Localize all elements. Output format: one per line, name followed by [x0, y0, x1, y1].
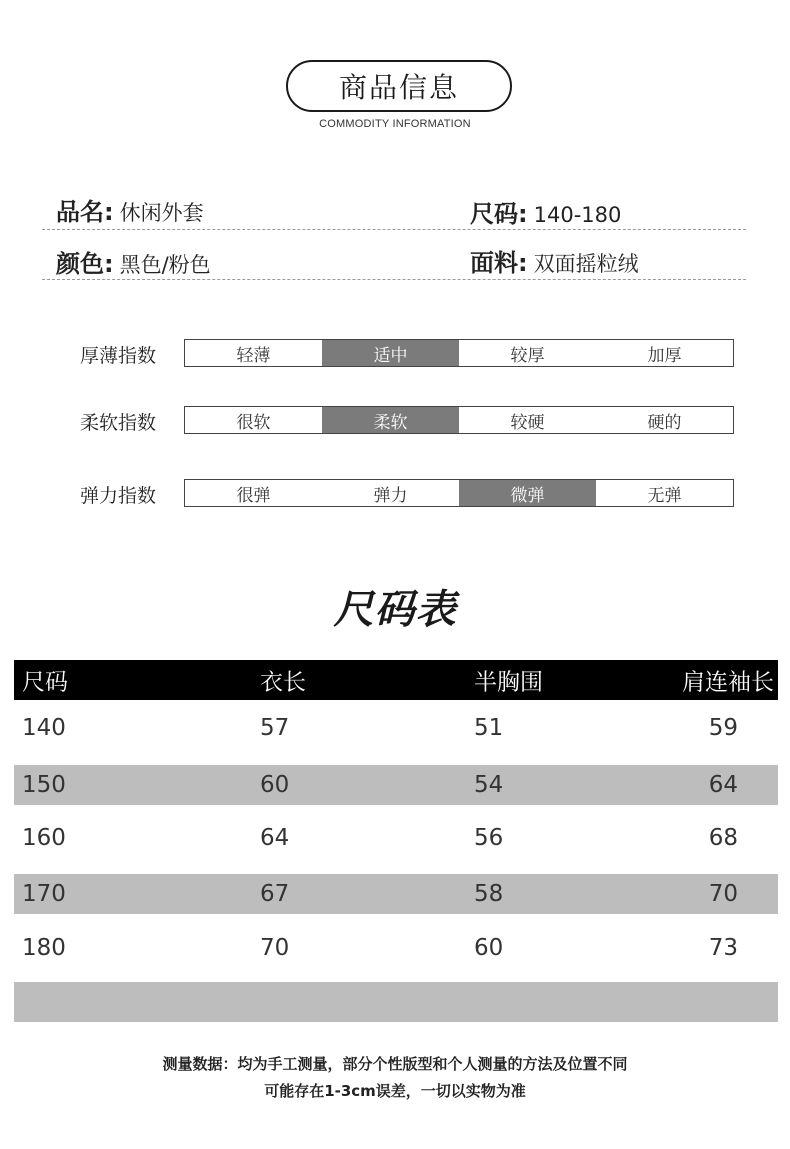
info-size — [470, 194, 621, 229]
index-option: 较硬 — [510, 412, 545, 433]
index-option-selected: 适中 — [322, 340, 459, 366]
cell-chest: 54 — [474, 772, 504, 798]
name-label: 品名: — [56, 198, 114, 226]
index-option-selected: 柔软 — [322, 407, 459, 433]
header-size: 尺码 — [22, 669, 68, 696]
index-option: 很弹 — [236, 485, 271, 506]
cell-chest: 60 — [474, 935, 504, 961]
elasticity-index-label: 弹力指数 — [80, 485, 157, 507]
cell-length: 57 — [260, 715, 290, 741]
fabric-label: 面料: — [470, 249, 528, 277]
table-row — [14, 765, 778, 805]
cell-size: 140 — [22, 715, 66, 741]
cell-length: 70 — [260, 935, 290, 961]
index-option: 弹力 — [373, 485, 408, 506]
cell-sleeve: 59 — [708, 715, 738, 741]
index-option-selected: 微弹 — [459, 480, 596, 506]
softness-index-bar — [184, 406, 734, 434]
cell-length: 67 — [260, 881, 290, 907]
cell-length: 64 — [260, 825, 290, 851]
index-option: 轻薄 — [236, 345, 271, 366]
cell-size: 170 — [22, 881, 66, 907]
softness-index-label: 柔软指数 — [80, 412, 157, 434]
size-value: 140-180 — [533, 203, 622, 227]
index-option: 很软 — [236, 412, 271, 433]
section-subtitle: COMMODITY INFORMATION — [319, 118, 471, 130]
cell-size: 180 — [22, 935, 66, 961]
cell-sleeve: 73 — [708, 935, 738, 961]
cell-sleeve: 64 — [708, 772, 738, 798]
divider — [42, 279, 746, 280]
cell-length: 60 — [260, 772, 290, 798]
index-option: 无弹 — [647, 485, 682, 506]
cell-chest: 58 — [474, 881, 504, 907]
cell-chest: 51 — [474, 715, 504, 741]
index-option: 硬的 — [647, 412, 682, 433]
table-row — [14, 928, 778, 968]
section-title-pill — [286, 60, 512, 112]
index-option: 加厚 — [647, 345, 682, 366]
cell-sleeve: 68 — [708, 825, 738, 851]
index-option: 较厚 — [510, 345, 545, 366]
name-value: 休闲外套 — [119, 201, 204, 225]
divider — [42, 229, 746, 230]
section-title: 商品信息 — [338, 71, 459, 104]
size-table-header — [14, 660, 778, 700]
table-row — [14, 874, 778, 914]
info-color — [56, 244, 211, 279]
measurement-note-line1: 测量数据：均为手工测量，部分个性版型和个人测量的方法及位置不同 — [162, 1055, 628, 1073]
measurement-note-line2: 可能存在1-3cm误差，一切以实物为准 — [264, 1082, 526, 1100]
fabric-value: 双面摇粒绒 — [533, 252, 639, 276]
header-sleeve: 肩连袖长 — [682, 669, 774, 696]
table-row — [14, 818, 778, 858]
elasticity-index-bar — [184, 479, 734, 507]
header-length: 衣长 — [260, 669, 306, 696]
size-chart-title: 尺码表 — [333, 587, 457, 633]
cell-sleeve: 70 — [708, 881, 738, 907]
thickness-index-label: 厚薄指数 — [80, 345, 157, 367]
table-row-empty — [14, 982, 778, 1022]
thickness-index-bar — [184, 339, 734, 367]
header-chest: 半胸围 — [474, 669, 543, 696]
cell-size: 160 — [22, 825, 66, 851]
size-label: 尺码: — [470, 200, 528, 228]
cell-size: 150 — [22, 772, 66, 798]
info-fabric — [470, 243, 639, 278]
color-label: 颜色: — [56, 250, 114, 278]
color-value: 黑色/粉色 — [119, 253, 211, 277]
table-row — [14, 708, 778, 748]
info-name — [56, 192, 204, 227]
cell-chest: 56 — [474, 825, 504, 851]
